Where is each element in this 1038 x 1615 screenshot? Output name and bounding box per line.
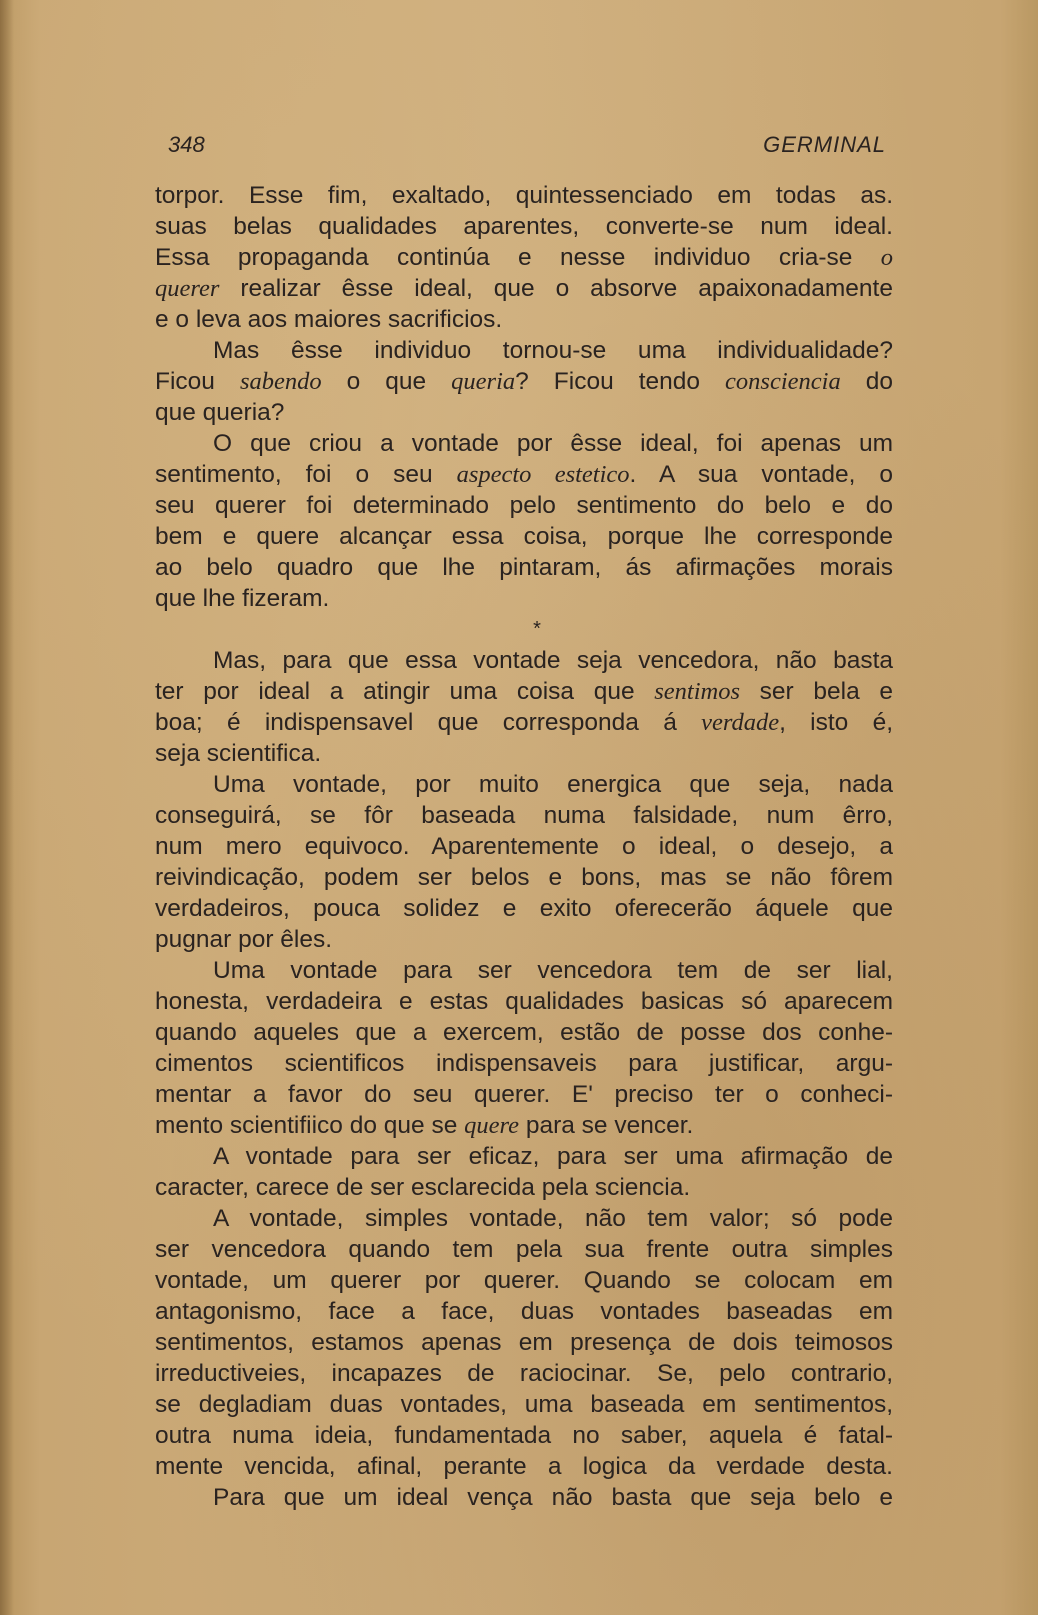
text-line <box>155 707 893 738</box>
text-segment: bem e quere alcançar essa coisa, porque lhe corresponde <box>155 523 893 550</box>
text-segment: o que <box>321 368 452 395</box>
text-segment: O que criou a vontade por êsse ideal, foi apenas um <box>213 430 893 457</box>
italic-text: sabendo <box>239 368 322 395</box>
text-line <box>155 366 893 397</box>
italic-text: verdade <box>701 709 780 736</box>
text-line <box>155 583 893 614</box>
text-line <box>155 242 893 273</box>
text-line <box>155 1234 893 1265</box>
running-title: GERMINAL <box>763 132 886 157</box>
text-segment: sentimento, foi o seu <box>155 461 457 488</box>
text-segment: seu querer foi determinado pelo sentimento do belo e do <box>155 492 893 519</box>
italic-text: consciencia <box>725 368 841 395</box>
text-line <box>155 924 893 955</box>
page-number: 348 <box>168 132 205 157</box>
text-segment: conseguirá, se fôr baseada numa falsidade, num êrro, <box>155 802 893 829</box>
text-segment: A vontade, simples vontade, não tem valor; só pode <box>213 1205 893 1232</box>
text-segment: pugnar por êles. <box>155 926 333 953</box>
text-line <box>155 428 893 459</box>
text-segment: boa; é indispensavel que corresponda á <box>155 709 702 736</box>
text-segment: sentimentos, estamos apenas em presença de dois teimosos <box>155 1329 893 1356</box>
text-line <box>155 180 893 211</box>
text-line <box>155 738 893 769</box>
text-line <box>155 893 893 924</box>
text-segment: caracter, carece de ser esclarecida pela sciencia. <box>155 1174 691 1201</box>
text-line <box>155 1327 893 1358</box>
text-segment: , isto é, <box>779 709 893 736</box>
text-line <box>155 1141 893 1172</box>
text-segment: suas belas qualidades aparentes, converte-se num ideal. <box>155 213 893 240</box>
text-line <box>155 1389 893 1420</box>
text-line <box>155 769 893 800</box>
text-line <box>155 862 893 893</box>
text-segment: num mero equivoco. Aparentemente o ideal, o desejo, a <box>155 833 893 860</box>
text-segment: ser vencedora quando tem pela sua frente outra simples <box>155 1236 893 1263</box>
page-edge-shadow <box>0 0 14 1615</box>
text-segment: vontade, um querer por querer. Quando se colocam em <box>155 1267 893 1294</box>
text-line <box>155 1265 893 1296</box>
text-segment: Uma vontade para ser vencedora tem de ser lial, <box>213 957 893 984</box>
text-segment: se degladiam duas vontades, uma baseada em sentimentos, <box>155 1391 893 1418</box>
text-line <box>155 1358 893 1389</box>
text-segment: mentar a favor do seu querer. E' preciso ter o conheci- <box>155 1081 893 1108</box>
text-line <box>155 955 893 986</box>
text-segment: irreductiveies, incapazes de raciocinar. Se, pelo contrario, <box>155 1360 893 1387</box>
body-text <box>155 180 893 1513</box>
text-line <box>155 521 893 552</box>
text-segment: que lhe fizeram. <box>155 585 330 612</box>
text-line <box>155 1482 893 1513</box>
text-segment: A vontade para ser eficaz, para ser uma afirmação de <box>213 1143 893 1170</box>
text-segment: que queria? <box>155 399 285 426</box>
text-line <box>155 552 893 583</box>
text-line <box>155 1172 893 1203</box>
text-segment: ? Ficou tendo <box>515 368 726 395</box>
text-segment: * <box>533 618 541 640</box>
italic-text: quere <box>464 1112 520 1139</box>
text-segment: cimentos scientificos indispensaveis para justificar, argu- <box>155 1050 893 1077</box>
text-segment: ter por ideal a atingir uma coisa que <box>155 678 655 705</box>
italic-text: queria <box>451 368 516 395</box>
text-line <box>155 335 893 366</box>
italic-text: o <box>880 244 893 271</box>
text-segment: realizar êsse ideal, que o absorve apaixonadamente <box>219 275 893 302</box>
text-line <box>155 1296 893 1327</box>
text-segment: Ficou <box>155 368 240 395</box>
text-segment: reivindicação, podem ser belos e bons, mas se não fôrem <box>155 864 893 891</box>
text-segment: Mas, para que essa vontade seja vencedora, não basta <box>213 647 893 674</box>
text-line <box>155 1017 893 1048</box>
text-segment: Essa propaganda continúa e nesse individuo cria-se <box>155 244 881 271</box>
section-divider <box>155 614 893 645</box>
text-segment: outra numa ideia, fundamentada no saber, aquela é fatal- <box>155 1422 893 1449</box>
text-line <box>155 304 893 335</box>
text-segment: e o leva aos maiores sacrificios. <box>155 306 503 333</box>
text-line <box>155 459 893 490</box>
text-line <box>155 645 893 676</box>
text-line <box>155 1048 893 1079</box>
text-segment: antagonismo, face a face, duas vontades baseadas em <box>155 1298 893 1325</box>
text-line <box>155 1451 893 1482</box>
text-segment: honesta, verdadeira e estas qualidades basicas só aparecem <box>155 988 893 1015</box>
italic-text: aspecto estetico <box>456 461 630 488</box>
text-line <box>155 273 893 304</box>
text-line <box>155 490 893 521</box>
text-line <box>155 800 893 831</box>
italic-text: querer <box>155 275 220 302</box>
text-line <box>155 676 893 707</box>
text-line <box>155 397 893 428</box>
text-segment: seja scientifica. <box>155 740 322 767</box>
text-segment: mento scientifiico do que se <box>155 1112 465 1139</box>
text-segment: ser bela e <box>740 678 894 705</box>
page-header <box>168 132 886 164</box>
text-segment: Para que um ideal vença não basta que seja belo e <box>213 1484 893 1511</box>
italic-text: sentimos <box>654 678 740 705</box>
text-line <box>155 1079 893 1110</box>
text-segment: do <box>840 368 893 395</box>
text-segment: ao belo quadro que lhe pintaram, ás afirmações morais <box>155 554 893 581</box>
text-line <box>155 1110 893 1141</box>
text-segment: Uma vontade, por muito energica que seja, nada <box>213 771 893 798</box>
text-segment: quando aqueles que a exercem, estão de posse dos conhe- <box>155 1019 893 1046</box>
text-line <box>155 1203 893 1234</box>
text-segment: . A sua vontade, o <box>629 461 893 488</box>
text-segment: verdadeiros, pouca solidez e exito oferecerão áquele que <box>155 895 893 922</box>
text-line <box>155 831 893 862</box>
text-segment: mente vencida, afinal, perante a logica da verdade desta. <box>155 1453 893 1480</box>
text-segment: torpor. Esse fim, exaltado, quintessenciado em todas as. <box>155 182 893 209</box>
text-line <box>155 986 893 1017</box>
text-segment: para se vencer. <box>519 1112 694 1139</box>
text-segment: Mas êsse individuo tornou-se uma individualidade? <box>213 337 893 364</box>
text-line <box>155 1420 893 1451</box>
text-line <box>155 211 893 242</box>
